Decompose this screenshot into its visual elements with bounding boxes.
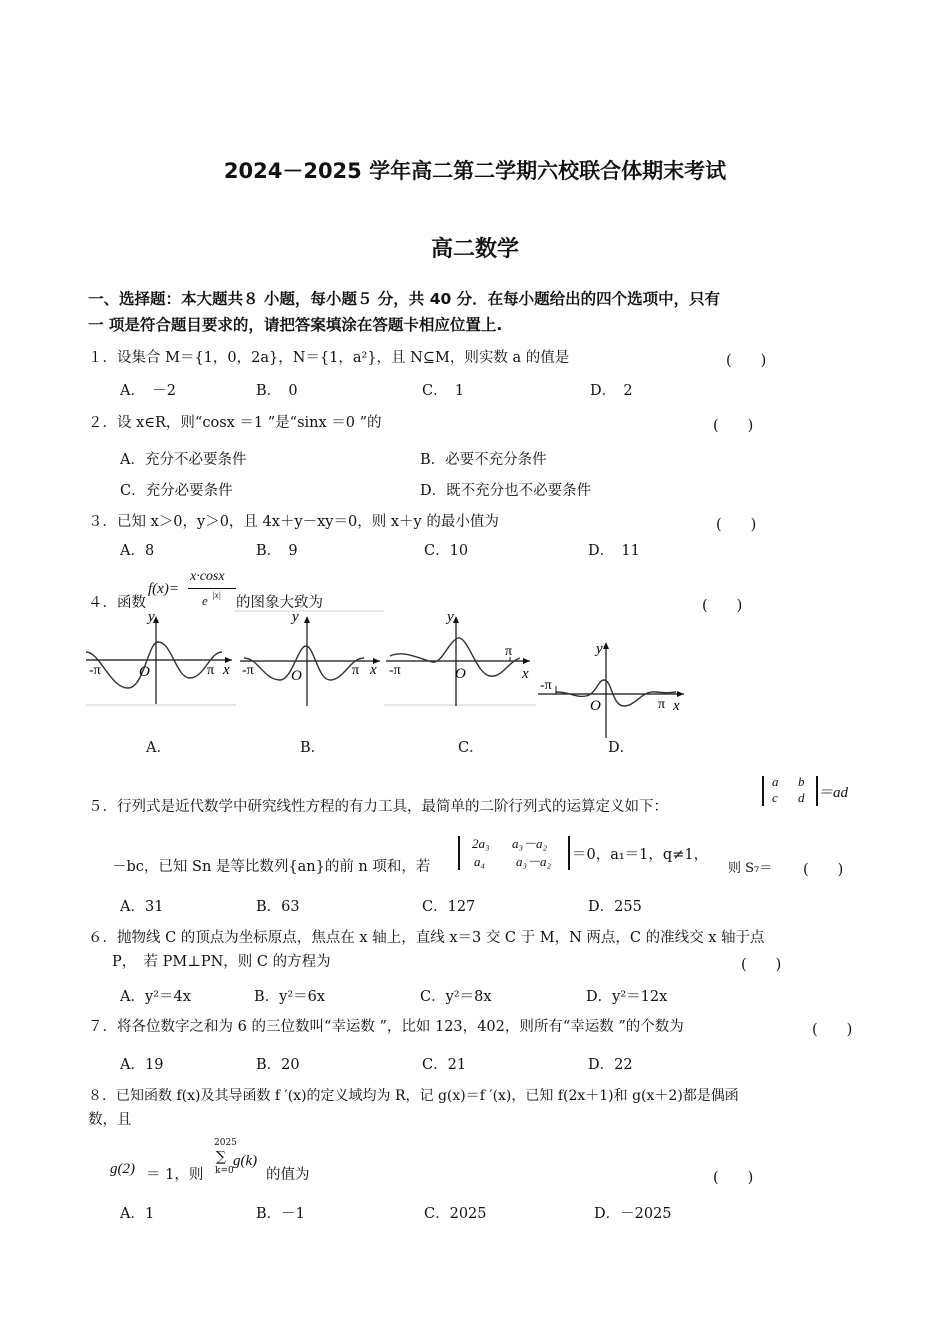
q5-option-b: B．63 [256, 899, 300, 915]
q1-option-a: A． －2 [120, 383, 176, 399]
q2-option-b: B．必要不充分条件 [420, 452, 547, 468]
q1-option-b: B． 0 [256, 383, 298, 399]
q5-line2: －bc，已知 Sn 是等比数列{an}的前 n 项和，若 [112, 859, 431, 875]
q2-option-d: D．既不充分也不必要条件 [420, 483, 592, 499]
q4-function-exponent: |x| [212, 590, 221, 600]
q8-sum-lower: k=0 [215, 1166, 234, 1176]
q1-option-c: C． 1 [422, 383, 465, 399]
q7-option-b: B．20 [256, 1057, 300, 1073]
q6-line1: ６．抛物线 C 的顶点为坐标原点，焦点在 x 轴上，直线 x＝3 交 C 于 M，N 两点，C 的准线交 x 轴于点 [88, 930, 765, 946]
q4-function-denominator: e [202, 593, 208, 608]
q6-answer-bracket: ( ) [741, 957, 782, 973]
q3-answer-bracket: ( ) [716, 517, 757, 533]
q6-line2: P， 若 PM⊥PN，则 C 的方程为 [112, 954, 331, 970]
graph-a-neg-pi: -π [89, 663, 101, 678]
exam-title: 2024－2025 学年高二第二学期六校联合体期末考试 [223, 159, 727, 183]
q8-option-b: B．－1 [256, 1206, 305, 1222]
graph-c [386, 609, 530, 706]
q4-answer-bracket: ( ) [702, 598, 743, 614]
q6-option-c: C．y²＝8x [420, 989, 492, 1005]
q4-option-a: A． [146, 740, 171, 756]
q2-stem: ２．设 x∈R，则“cosx ＝1 ”是“sinx ＝0 ”的 [88, 415, 382, 431]
q4-option-d: D． [608, 740, 635, 756]
q1-option-d: D． 2 [590, 383, 633, 399]
q5-determinant-definition: a b c d [762, 776, 818, 806]
graph-a-y-label: y [148, 609, 155, 625]
graph-d-origin: O [590, 698, 601, 714]
graph-d-neg-pi: -π [540, 678, 552, 693]
q4-suffix: 的图象大致为 [236, 595, 323, 611]
q8-sum-body: g(k) [233, 1153, 258, 1169]
q8-option-a: A．1 [120, 1206, 155, 1222]
graph-c-pi: π [505, 644, 513, 659]
q7-option-c: C．21 [422, 1057, 467, 1073]
q8-suffix: 的值为 [266, 1167, 310, 1183]
graph-c-origin: O [455, 666, 466, 682]
q8-option-c: C．2025 [424, 1206, 487, 1222]
subject-title: 高二数学 [430, 237, 519, 262]
q5-determinant-condition: 2a₃ a₃－a₂ a₄ a₃－a₂ [458, 836, 570, 870]
q3-option-d: D． 11 [588, 543, 640, 559]
graph-a [86, 609, 232, 704]
q4-prefix: ４．函数 [88, 595, 146, 611]
graph-d-pi: π [658, 697, 666, 712]
q3-option-b: B． 9 [256, 543, 298, 559]
graph-c-y-label: y [447, 609, 454, 625]
q5-option-d: D．255 [588, 899, 642, 915]
q5-answer-bracket: ( ) [803, 862, 844, 878]
graph-a-x-label: x [223, 662, 230, 678]
section-heading-line1: 一、选择题：本大题共８ 小题，每小题５ 分，共 40 分．在每小题给出的四个选项中，只有 [88, 290, 721, 308]
q5-option-c: C．127 [422, 899, 476, 915]
q8-answer-bracket: ( ) [713, 1170, 754, 1186]
q2-answer-bracket: ( ) [713, 418, 754, 434]
q4-function-numerator: x·cosx [190, 569, 225, 584]
q7-option-d: D．22 [588, 1057, 633, 1073]
q1-answer-bracket: ( ) [726, 353, 767, 369]
q6-option-b: B．y²＝6x [254, 989, 326, 1005]
q6-option-d: D．y²＝12x [586, 989, 668, 1005]
graph-a-origin: O [139, 664, 150, 680]
q7-stem: ７．将各位数字之和为 6 的三位数叫“幸运数 ”，比如 123，402，则所有“幸运数 ”的个数为 [88, 1019, 684, 1035]
graph-d [538, 641, 684, 738]
graph-b [240, 609, 380, 706]
q8-sum-upper: 2025 [214, 1138, 237, 1148]
q8-option-d: D．－2025 [594, 1206, 672, 1222]
graph-b-x-label: x [370, 662, 377, 678]
q3-option-c: C．10 [424, 543, 469, 559]
q5-option-a: A．31 [120, 899, 164, 915]
q4-option-b: B． [300, 740, 326, 756]
q4-function-lhs: f(x)= [148, 581, 179, 597]
q1-stem: １．设集合 M＝{1，0，2a}，N＝{1，a²}，且 N⊆M，则实数 a 的值是 [88, 350, 570, 366]
q5-condition: ＝0，a₁＝1，q≠1， [572, 847, 709, 863]
q6-option-a: A．y²＝4x [120, 989, 191, 1005]
q4-graphs [0, 606, 950, 746]
q3-stem: ３．已知 x＞0，y＞0，且 4x＋y－xy＝0，则 x＋y 的最小值为 [88, 514, 499, 530]
graph-a-pi: π [207, 663, 215, 678]
q7-answer-bracket: ( ) [812, 1022, 853, 1038]
q8-line2: 数，且 [88, 1112, 132, 1128]
graph-c-neg-pi: -π [389, 663, 401, 678]
q3-option-a: A．8 [120, 543, 155, 559]
q2-option-a: A．充分不必要条件 [120, 452, 247, 468]
q4-option-c: C． [458, 740, 484, 756]
q8-sum-symbol: ∑ [216, 1149, 226, 1165]
graph-d-y-label: y [596, 641, 603, 657]
q2-option-c: C．充分必要条件 [120, 483, 233, 499]
graph-b-y-label: y [292, 609, 299, 625]
q7-option-a: A．19 [120, 1057, 164, 1073]
q8-line1: ８．已知函数 f(x)及其导函数 f ′(x)的定义域均为 R，记 g(x)＝f ′(x)，已知 f(2x＋1)和 g(x＋2)都是偶函 [88, 1088, 739, 1104]
q8-equals-one: ＝ 1，则 [146, 1167, 204, 1183]
graph-b-neg-pi: -π [242, 663, 254, 678]
q8-g2: g(2) [110, 1161, 135, 1177]
q5-determinant-result: ＝ad [818, 785, 849, 801]
graph-c-x-label: x [522, 666, 529, 682]
q5-ask: 则 S₇＝ [728, 861, 773, 876]
graph-b-pi: π [352, 663, 360, 678]
graph-d-x-label: x [673, 698, 680, 714]
graph-b-origin: O [291, 668, 302, 684]
section-heading-line2: 一 项是符合题目要求的，请把答案填涂在答题卡相应位置上. [88, 316, 503, 334]
q5-stem: ５．行列式是近代数学中研究线性方程的有力工具，最简单的二阶行列式的运算定义如下： [88, 799, 668, 815]
